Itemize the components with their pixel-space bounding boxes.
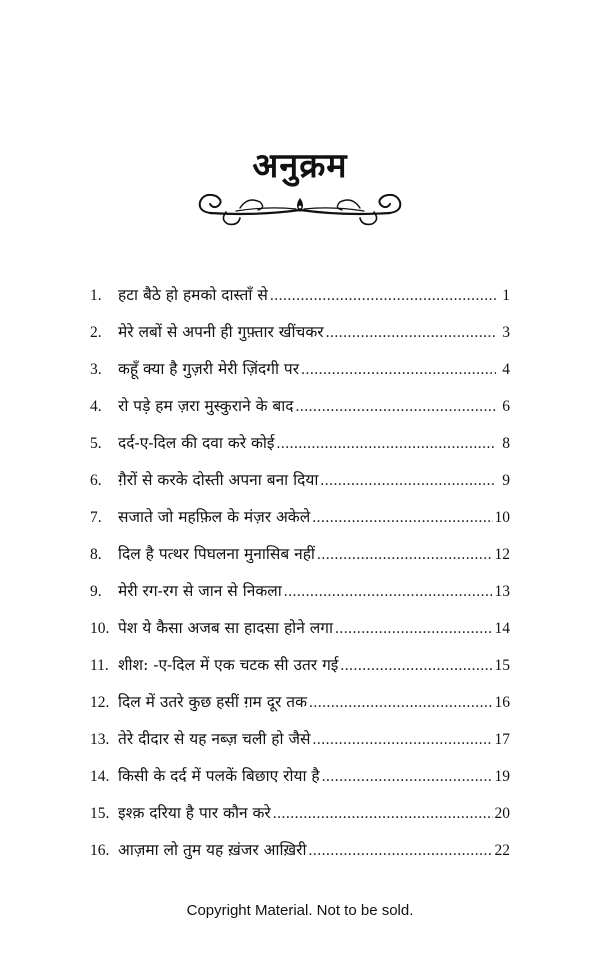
- toc-entry-number: 1.: [90, 287, 102, 304]
- toc-entry-title: मेरे लबों से अपनी ही गुफ़्तार खींचकर: [118, 323, 324, 341]
- toc-entry-page: 14: [494, 620, 510, 637]
- page-title: अनुक्रम: [252, 145, 348, 186]
- toc-entry-number: 16.: [90, 842, 110, 859]
- dot-leader: [301, 357, 496, 383]
- toc-entry-page: 9: [502, 472, 510, 489]
- toc-entry-title: शीश: -ए-दिल में एक चटक सी उतर गई: [118, 656, 339, 674]
- toc-entry-page: 19: [494, 768, 510, 785]
- dot-leader: [312, 505, 492, 531]
- toc-entry-12[interactable]: [90, 689, 510, 726]
- toc-entry-page: 10: [494, 509, 510, 526]
- dot-leader: [296, 394, 496, 420]
- toc-entry-16[interactable]: [90, 837, 510, 874]
- toc-entry-number: 15.: [90, 805, 110, 822]
- toc-entry-number: 12.: [90, 694, 110, 711]
- toc-entry-9[interactable]: [90, 578, 510, 615]
- toc-entry-page: 17: [494, 731, 510, 748]
- toc-entry-title: सजाते जो महफ़िल के मंज़र अकेले: [118, 508, 311, 526]
- copyright-notice: Copyright Material. Not to be sold.: [186, 902, 414, 919]
- toc-entry-number: 10.: [90, 620, 110, 637]
- toc-entry-title: हटा बैठे हो हमको दास्ताँ से: [118, 286, 268, 304]
- toc-entry-page: 4: [502, 361, 510, 378]
- table-of-contents: [90, 282, 510, 874]
- toc-entry-14[interactable]: [90, 763, 510, 800]
- toc-entry-3[interactable]: [90, 356, 510, 393]
- toc-entry-number: 8.: [90, 546, 102, 563]
- toc-entry-page: 20: [494, 805, 510, 822]
- toc-entry-4[interactable]: [90, 393, 510, 430]
- toc-entry-title: कहूँ क्या है गुज़री मेरी ज़िंदगी पर: [118, 360, 300, 378]
- toc-entry-page: 1: [502, 287, 510, 304]
- toc-entry-13[interactable]: [90, 726, 510, 763]
- dot-leader: [277, 431, 496, 457]
- dot-leader: [270, 283, 496, 309]
- toc-entry-page: 12: [494, 546, 510, 563]
- toc-entry-number: 9.: [90, 583, 102, 600]
- dot-leader: [322, 764, 493, 790]
- toc-entry-title: पेश ये कैसा अजब सा हादसा होने लगा: [118, 619, 333, 637]
- dot-leader: [320, 468, 496, 494]
- toc-entry-title: रो पड़े हम ज़रा मुस्कुराने के बाद: [118, 397, 294, 415]
- toc-entry-page: 22: [494, 842, 510, 859]
- toc-entry-title: मेरी रग-रग से जान से निकला: [118, 582, 282, 600]
- toc-entry-10[interactable]: [90, 615, 510, 652]
- dot-leader: [284, 579, 493, 605]
- toc-entry-page: 6: [502, 398, 510, 415]
- toc-entry-number: 6.: [90, 472, 102, 489]
- dot-leader: [326, 320, 496, 346]
- toc-entry-6[interactable]: [90, 467, 510, 504]
- toc-entry-title: इश्क़ दरिया है पार कौन करे: [118, 804, 271, 822]
- toc-entry-number: 2.: [90, 324, 102, 341]
- toc-entry-11[interactable]: [90, 652, 510, 689]
- dot-leader: [340, 653, 492, 679]
- toc-entry-number: 14.: [90, 768, 110, 785]
- dot-leader: [335, 616, 493, 642]
- toc-entry-number: 4.: [90, 398, 102, 415]
- toc-entry-page: 8: [502, 435, 510, 452]
- toc-entry-15[interactable]: [90, 800, 510, 837]
- toc-entry-title: दिल में उतरे कुछ हसीं ग़म दूर तक: [118, 693, 307, 711]
- toc-entry-number: 5.: [90, 435, 102, 452]
- toc-entry-page: 3: [502, 324, 510, 341]
- toc-entry-2[interactable]: [90, 319, 510, 356]
- toc-entry-title: किसी के दर्द में पलकें बिछाए रोया है: [118, 767, 320, 785]
- toc-entry-page: 15: [494, 657, 510, 674]
- toc-entry-title: ग़ैरों से करके दोस्ती अपना बना दिया: [118, 471, 319, 489]
- toc-entry-number: 7.: [90, 509, 102, 526]
- toc-entry-1[interactable]: [90, 282, 510, 319]
- dot-leader: [317, 542, 493, 568]
- toc-entry-number: 3.: [90, 361, 102, 378]
- toc-entry-title: दर्द-ए-दिल की दवा करे कोई: [118, 434, 275, 452]
- toc-entry-page: 13: [494, 583, 510, 600]
- dot-leader: [309, 838, 493, 864]
- toc-entry-number: 11.: [90, 657, 109, 674]
- toc-entry-title: दिल है पत्थर पिघलना मुनासिब नहीं: [118, 545, 315, 563]
- decorative-flourish: [196, 182, 404, 232]
- toc-entry-number: 13.: [90, 731, 110, 748]
- toc-entry-7[interactable]: [90, 504, 510, 541]
- toc-entry-title: तेरे दीदार से यह नब्ज़ चली हो जैसे: [118, 730, 311, 748]
- toc-entry-8[interactable]: [90, 541, 510, 578]
- dot-leader: [309, 690, 493, 716]
- dot-leader: [273, 801, 493, 827]
- toc-entry-title: आज़मा लो तुम यह ख़ंजर आख़िरी: [118, 841, 307, 859]
- dot-leader: [312, 727, 492, 753]
- toc-entry-page: 16: [494, 694, 510, 711]
- toc-entry-5[interactable]: [90, 430, 510, 467]
